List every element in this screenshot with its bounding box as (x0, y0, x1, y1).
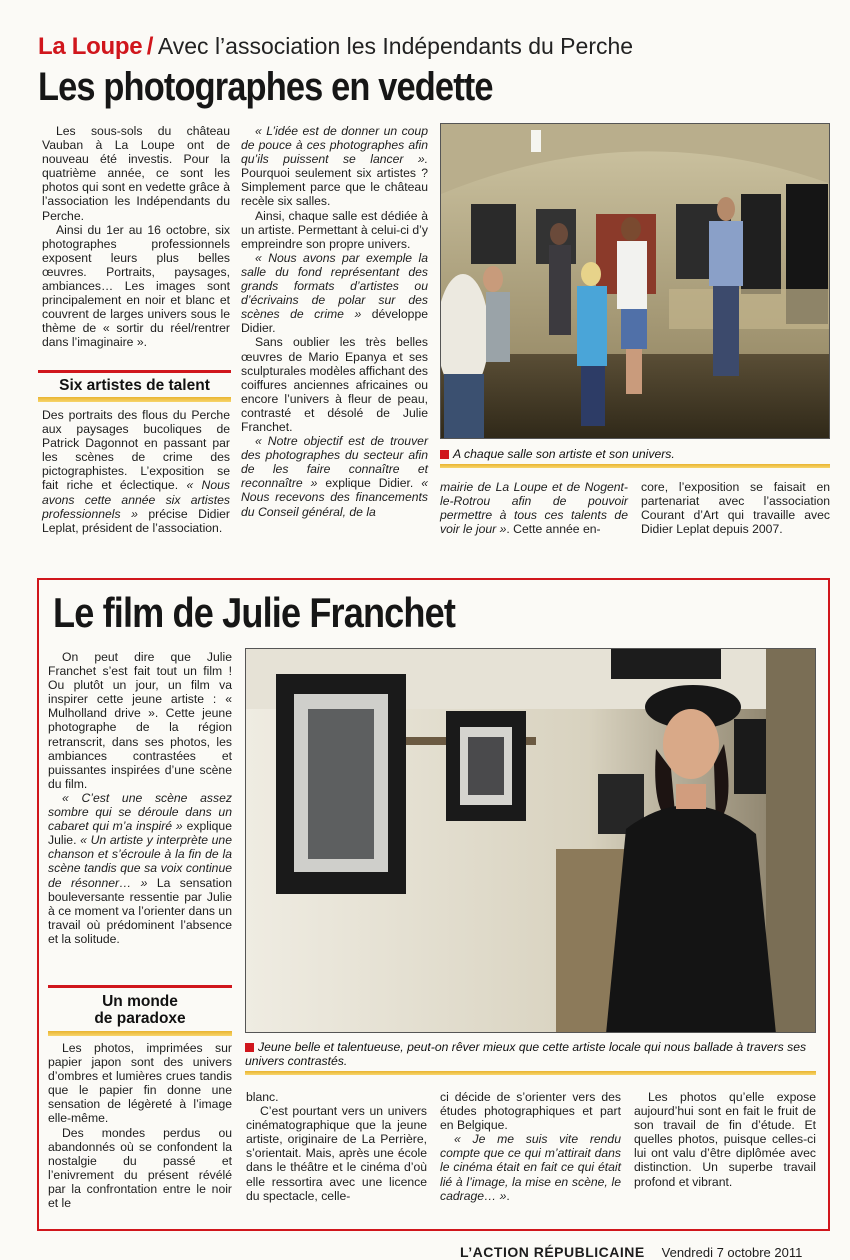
caption-text: Jeune belle et talentueuse, peut-on rêver mieux que cette artiste locale qui nous ballade à travers ses univers contrastés. (245, 1040, 807, 1068)
caption-block (245, 1040, 816, 1075)
paragraph (241, 251, 428, 336)
quote: « Je me suis vite rendu compte que ce qui m’attirait dans le cinéma était en fait ce qui était lié à l’image, la mise en scène, le cadrage… » (440, 1132, 621, 1203)
article2-col1 (48, 650, 232, 946)
kicker-town: La Loupe (38, 33, 143, 60)
caption-text: A chaque salle son artiste et son univers. (453, 447, 675, 461)
subhead (48, 988, 232, 1031)
kicker-subtitle: Avec l’association les Indépendants du Perche (157, 33, 634, 59)
article1-col1 (42, 124, 230, 350)
article2-title: Le film de Julie Franchet (53, 589, 456, 636)
subhead-block (38, 370, 231, 402)
quote: « C’est une scène assez sombre qui se déroule dans un cabaret qui m’a inspiré » (48, 790, 232, 834)
paragraph (48, 791, 232, 946)
paragraph: On peut dire que Julie Franchet s’est fait tout un film ! Ou plutôt un jour, un film va inspirer cette jeune artiste : « Mulholland drive ». Cette jeune photographe de la région retranscrit, dans ses photos, les ambiances contrastées et puissantes inspirées d’une scène du film. (48, 650, 232, 791)
article2-col4 (634, 1090, 816, 1189)
rule (245, 1071, 816, 1075)
article2-col3 (440, 1090, 621, 1203)
subhead-line: de paradoxe (94, 1010, 186, 1027)
text: . Cette année en- (506, 522, 601, 537)
rule (48, 1031, 232, 1036)
issue-date: Vendredi 7 octobre 2011 (661, 1245, 803, 1260)
paragraph: Sans oublier les très belles œuvres de Mario Epanya et ses sculpturales modèles affichant des coiffures anciennes africaines ou encore l’univers à fleur de peau, contrasté et désolé de Julie Franchet. (241, 335, 428, 434)
caption-block (440, 447, 830, 468)
article1-col3 (440, 480, 628, 536)
quote: « L’idée est de donner un coup de pouce à ces photographes afin qu’ils puissent se lancer ». (241, 124, 428, 167)
paragraph: Les photos, imprimées sur papier japon sont des univers d’ombres et lumières crues tandis que le papier fin donne une sensation de légèreté à l’image elle-même. (48, 1041, 232, 1126)
rule (38, 397, 231, 402)
text: Pourquoi seulement six artistes ? Simplement parce que le château recèle six salles. (241, 166, 428, 209)
paragraph (42, 408, 230, 535)
article1-col1b (42, 408, 230, 535)
text: Des portraits des flous du Perche aux paysages bucoliques de Patrick Dagonnot en passant par les scènes de crime des pictographistes. L’exposition se fait riche et éclectique. (42, 408, 230, 493)
text: . (506, 1188, 510, 1203)
page-title: Les photographes en vedette (38, 65, 493, 109)
paragraph: blanc. (246, 1090, 279, 1104)
paragraph: ci décide de s’orienter vers des études photographiques et part en Belgique. (440, 1090, 621, 1133)
paragraph: Des mondes perdus ou abandonnés où se confondent la nostalgie du passé et l’enivrement du présent révélé par la confrontation entre le noir et le (48, 1125, 232, 1211)
paragraph: Les photos qu’elle expose aujourd’hui sont en fait le fruit de son travail de fin d’étude. Et quelles photos, puisque celles-ci lui ont valu d’être diplômée avec distinction. Un superbe travail profond et vibrant. (634, 1090, 816, 1189)
article1-col4 (641, 480, 830, 536)
paragraph: Ainsi du 1er au 16 octobre, six photographes professionnels exposent leurs plus belles œuvres. Portraits, paysages, ambiances… Les images sont principalement en noir et blanc et couvrent de larges univers sous le thème de « sortir du réel/rentrer dans l’imaginaire ». (42, 222, 230, 350)
photo-artist-portrait (245, 648, 816, 1033)
article1-col2 (241, 124, 428, 519)
quote: mairie de La Loupe et de Nogent-le-Rotrou afin de pouvoir permettre à tous ces talents de voir le jour » (440, 480, 628, 537)
paragraph (241, 124, 428, 209)
kicker-slash: / (146, 33, 154, 60)
photo-exhibition-hall (440, 123, 830, 439)
paragraph (241, 434, 428, 519)
article2-col1b (48, 1041, 232, 1210)
caption-marker-icon (245, 1043, 254, 1052)
text: explique Julie. (48, 819, 232, 848)
subhead: Six artistes de talent (59, 377, 210, 394)
paragraph: Ainsi, chaque salle est dédiée à un artiste. Permettant à celui-ci d’y empreindre son propre univers. (241, 208, 428, 251)
paragraph (440, 1132, 621, 1202)
subhead-block (48, 985, 232, 1036)
photo-caption (245, 1040, 816, 1068)
quote: « Nous avons cette année six artistes professionnels » (42, 478, 230, 521)
quote: « Notre objectif est de trouver des photographes du secteur afin de les faire connaître et reconnaître » (241, 434, 428, 491)
photo-artist-portrait-image (246, 649, 816, 1033)
footer (460, 1244, 802, 1260)
photo-exhibition-hall-image (441, 124, 830, 439)
paragraph: C’est pourtant vers un univers cinématographique que la jeune artiste, originaire de La Perrière, s’orientait. Mais, après une école dans le théâtre et le cinéma d’où elle ressortira avec une licence du spectacle, celle- (246, 1104, 427, 1203)
paragraph (440, 480, 628, 536)
paragraph: Les sous-sols du château Vauban à La Loupe ont de nouveau été investis. Pour la quatrième année, ce sont les photos qui sont en vedette grâce à l’association les Indépendants du Perche. (42, 124, 230, 223)
quote: « Un artiste y interprète une chanson et s’écroule à la fin de la scène tandis que sa voix continue de résonner… » (48, 833, 232, 890)
article2-col2 (246, 1090, 427, 1203)
text: développe Didier. (241, 307, 428, 336)
text: précise Didier Leplat, président de l’association. (42, 506, 230, 535)
quote: « Nous recevons des financements du Conseil général, de la (241, 476, 428, 519)
rule (440, 464, 830, 468)
newspaper-name: L’ACTION RÉPUBLICAINE (460, 1244, 645, 1260)
paragraph: core, l’exposition se faisait en partenariat avec l’association Courant d’Art qui travaille avec Didier Leplat depuis 2007. (641, 480, 830, 537)
kicker (38, 33, 633, 61)
text: La sensation bouleversante ressentie par Julie à ce moment va l’orienter dans un travail où prédominent l’absence et la solitude. (48, 875, 232, 946)
photo-caption (440, 447, 830, 461)
subhead-line: Un monde (102, 993, 178, 1010)
caption-marker-icon (440, 450, 449, 459)
text: explique Didier. (317, 476, 422, 491)
quote: « Nous avons par exemple la salle du fond représentant des grands formats d’artistes ou d’écrivains de polar sur des scènes de crime » (241, 250, 428, 322)
